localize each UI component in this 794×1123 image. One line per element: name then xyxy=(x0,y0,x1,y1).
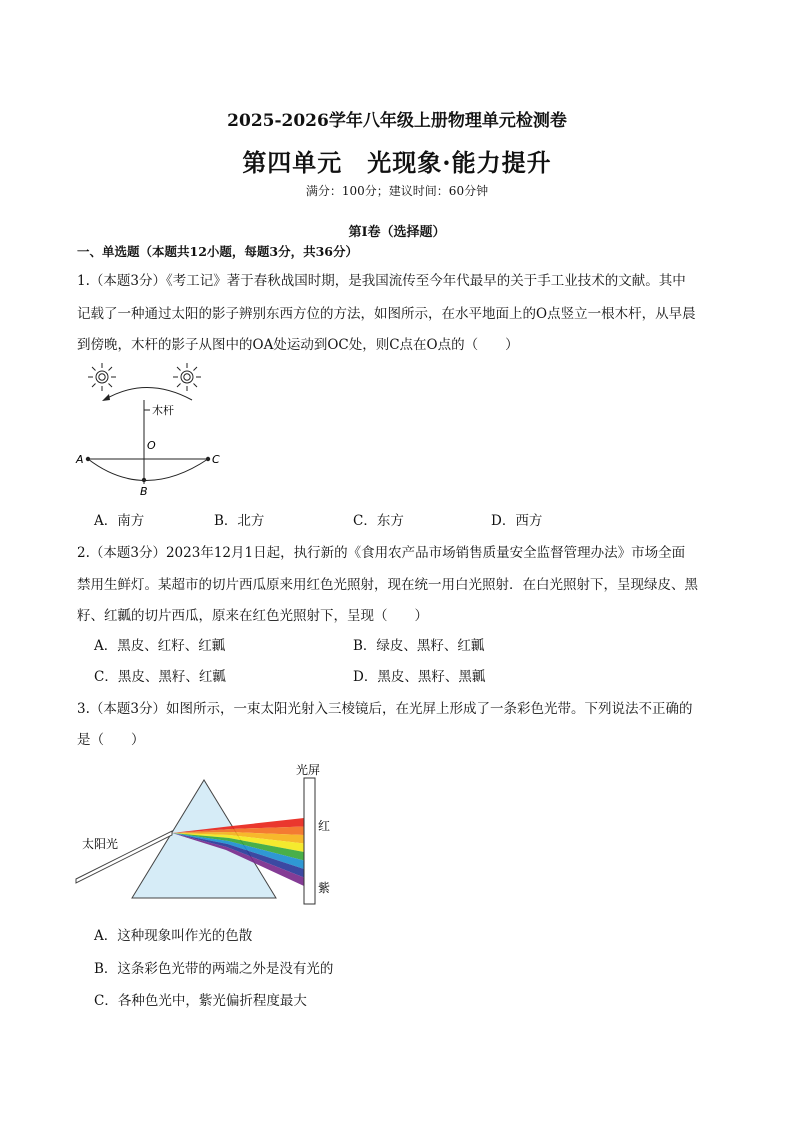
q1-line-2: 记载了一种通过太阳的影子辨别东西方位的方法，如图所示，在水平地面上的O点竖立一根木杆，从早晨 xyxy=(77,306,696,322)
screen-label: 光屏 xyxy=(296,763,321,777)
part-heading: 第Ⅰ卷（选择题） xyxy=(348,225,446,240)
pole-label: 木杆 xyxy=(152,404,174,417)
violet-label: 紫 xyxy=(318,881,331,895)
sun-icon-left xyxy=(88,363,116,391)
section-heading: 一、单选题（本题共12小题，每题3分，共36分） xyxy=(77,244,358,259)
shadow-curve xyxy=(88,459,208,481)
sun-path-arc xyxy=(104,388,192,401)
q2-line-1: 2.（本题3分）2023年12月1日起，执行新的《食用农产品市场销售质量安全监督管理办法》市场全面 xyxy=(77,545,686,561)
q1-option-a[interactable]: A．南方 xyxy=(94,513,145,529)
q1-line-1: 1.（本题3分）《考工记》著于春秋战国时期，是我国流传至今年代最早的关于手工业技术的文献。其中 xyxy=(77,273,686,289)
point-label-o: O xyxy=(147,439,156,452)
exam-meta: 满分：100分；建议时间：60分钟 xyxy=(305,184,489,198)
point-label-b: B xyxy=(140,485,148,498)
sunlight-label: 太阳光 xyxy=(82,837,119,851)
q2-line-3: 籽、红瓤的切片西瓜，原来在红色光照射下，呈现（ ） xyxy=(77,608,428,624)
q2-option-b[interactable]: B．绿皮、黑籽、红瓤 xyxy=(353,638,485,654)
q1-option-d[interactable]: D．西方 xyxy=(491,513,543,529)
sun-icon-right xyxy=(173,363,201,391)
q3-option-a[interactable]: A．这种现象叫作光的色散 xyxy=(94,928,253,944)
prism-dispersion-figure xyxy=(74,758,344,910)
q1-option-b[interactable]: B．北方 xyxy=(214,513,265,529)
q3-line-1: 3.（本题3分）如图所示，一束太阳光射入三棱镜后，在光屏上形成了一条彩色光带。下列说法不正确的 xyxy=(77,701,693,717)
q3-option-b[interactable]: B．这条彩色光带的两端之外是没有光的 xyxy=(94,961,334,977)
q1-option-c[interactable]: C．东方 xyxy=(353,513,404,529)
sundial-shadow-figure xyxy=(74,360,234,502)
point-label-c: C xyxy=(212,453,220,466)
q2-option-a[interactable]: A．黑皮、红籽、红瓤 xyxy=(94,638,226,654)
q2-option-c[interactable]: C．黑皮、黑籽、红瓤 xyxy=(94,669,226,685)
red-label: 红 xyxy=(318,819,331,833)
exam-title: 2025-2026学年八年级上册物理单元检测卷 xyxy=(227,111,567,131)
q3-option-c[interactable]: C．各种色光中，紫光偏折程度最大 xyxy=(94,993,307,1009)
q2-line-2: 禁用生鲜灯。某超市的切片西瓜原来用红色光照射，现在统一用白光照射．在白光照射下，呈现绿皮、黑 xyxy=(77,577,698,593)
unit-subtitle: 第四单元 光现象·能力提升 xyxy=(242,148,552,177)
light-screen xyxy=(304,778,315,904)
arc-arrowhead xyxy=(102,394,110,401)
q2-option-d[interactable]: D．黑皮、黑籽、黑瓤 xyxy=(353,669,486,685)
q1-line-3: 到傍晚，木杆的影子从图中的OA处运动到OC处，则C点在O点的（ ） xyxy=(77,337,519,353)
point-label-a: A xyxy=(76,453,84,466)
q3-line-2: 是（ ） xyxy=(77,732,145,748)
